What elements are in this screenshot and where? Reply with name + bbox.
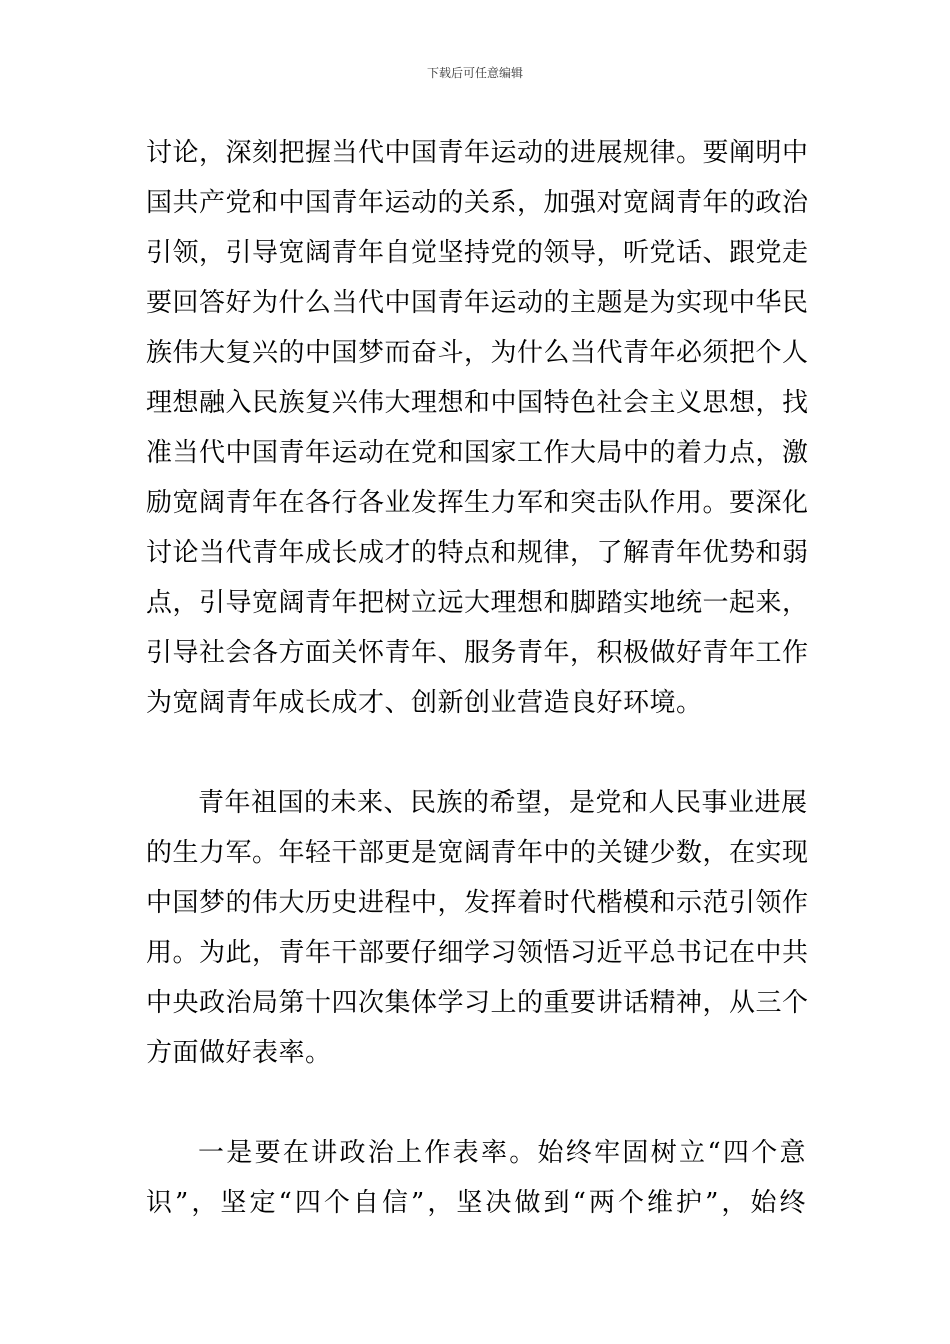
paragraph-spacer xyxy=(146,1078,806,1128)
page-header: 下载后可任意编辑 xyxy=(426,66,523,80)
text-line: 一是要在讲政治上作表率。始终牢固树立“四个意 xyxy=(198,1138,806,1168)
document-body xyxy=(146,128,809,1228)
text-line: 识”，坚定“四个自信”，坚决做到“两个维护”，始终 xyxy=(146,1188,806,1218)
text-line: 中国梦的伟大历史进程中，发挥着时代楷模和示范引领作 xyxy=(146,888,809,918)
text-line: 点，引导宽阔青年把树立远大理想和脚踏实地统一起来， xyxy=(146,588,809,618)
text-line: 理想融入民族复兴伟大理想和中国特色社会主义思想，找 xyxy=(146,388,809,418)
text-line: 讨论，深刻把握当代中国青年运动的进展规律。要阐明中 xyxy=(146,138,809,168)
text-line: 青年祖国的未来、民族的希望，是党和人民事业进展 xyxy=(198,788,808,818)
text-line: 中央政治局第十四次集体学习上的重要讲话精神，从三个 xyxy=(146,988,809,1018)
paragraph-1 xyxy=(146,128,809,728)
text-line: 的生力军。年轻干部更是宽阔青年中的关键少数，在实现 xyxy=(146,838,809,868)
text-line: 族伟大复兴的中国梦而奋斗，为什么当代青年必须把个人 xyxy=(146,338,809,368)
text-line: 国共产党和中国青年运动的关系，加强对宽阔青年的政治 xyxy=(146,188,809,218)
paragraph-2 xyxy=(146,778,809,1078)
paragraph-spacer xyxy=(146,728,806,778)
text-line: 励宽阔青年在各行各业发挥生力军和突击队作用。要深化 xyxy=(146,488,809,518)
text-line: 方面做好表率。 xyxy=(146,1038,332,1068)
text-line: 讨论当代青年成长成才的特点和规律，了解青年优势和弱 xyxy=(146,538,809,568)
text-line: 准当代中国青年运动在党和国家工作大局中的着力点，激 xyxy=(146,438,809,468)
text-line: 为宽阔青年成长成才、创新创业营造良好环境。 xyxy=(146,688,703,718)
paragraph-3 xyxy=(146,1128,806,1228)
text-line: 要回答好为什么当代中国青年运动的主题是为实现中华民 xyxy=(146,288,809,318)
text-line: 用。为此，青年干部要仔细学习领悟习近平总书记在中共 xyxy=(146,938,809,968)
text-line: 引领，引导宽阔青年自觉坚持党的领导，听党话、跟党走 xyxy=(146,238,809,268)
text-line: 引导社会各方面关怀青年、服务青年，积极做好青年工作 xyxy=(146,638,809,668)
